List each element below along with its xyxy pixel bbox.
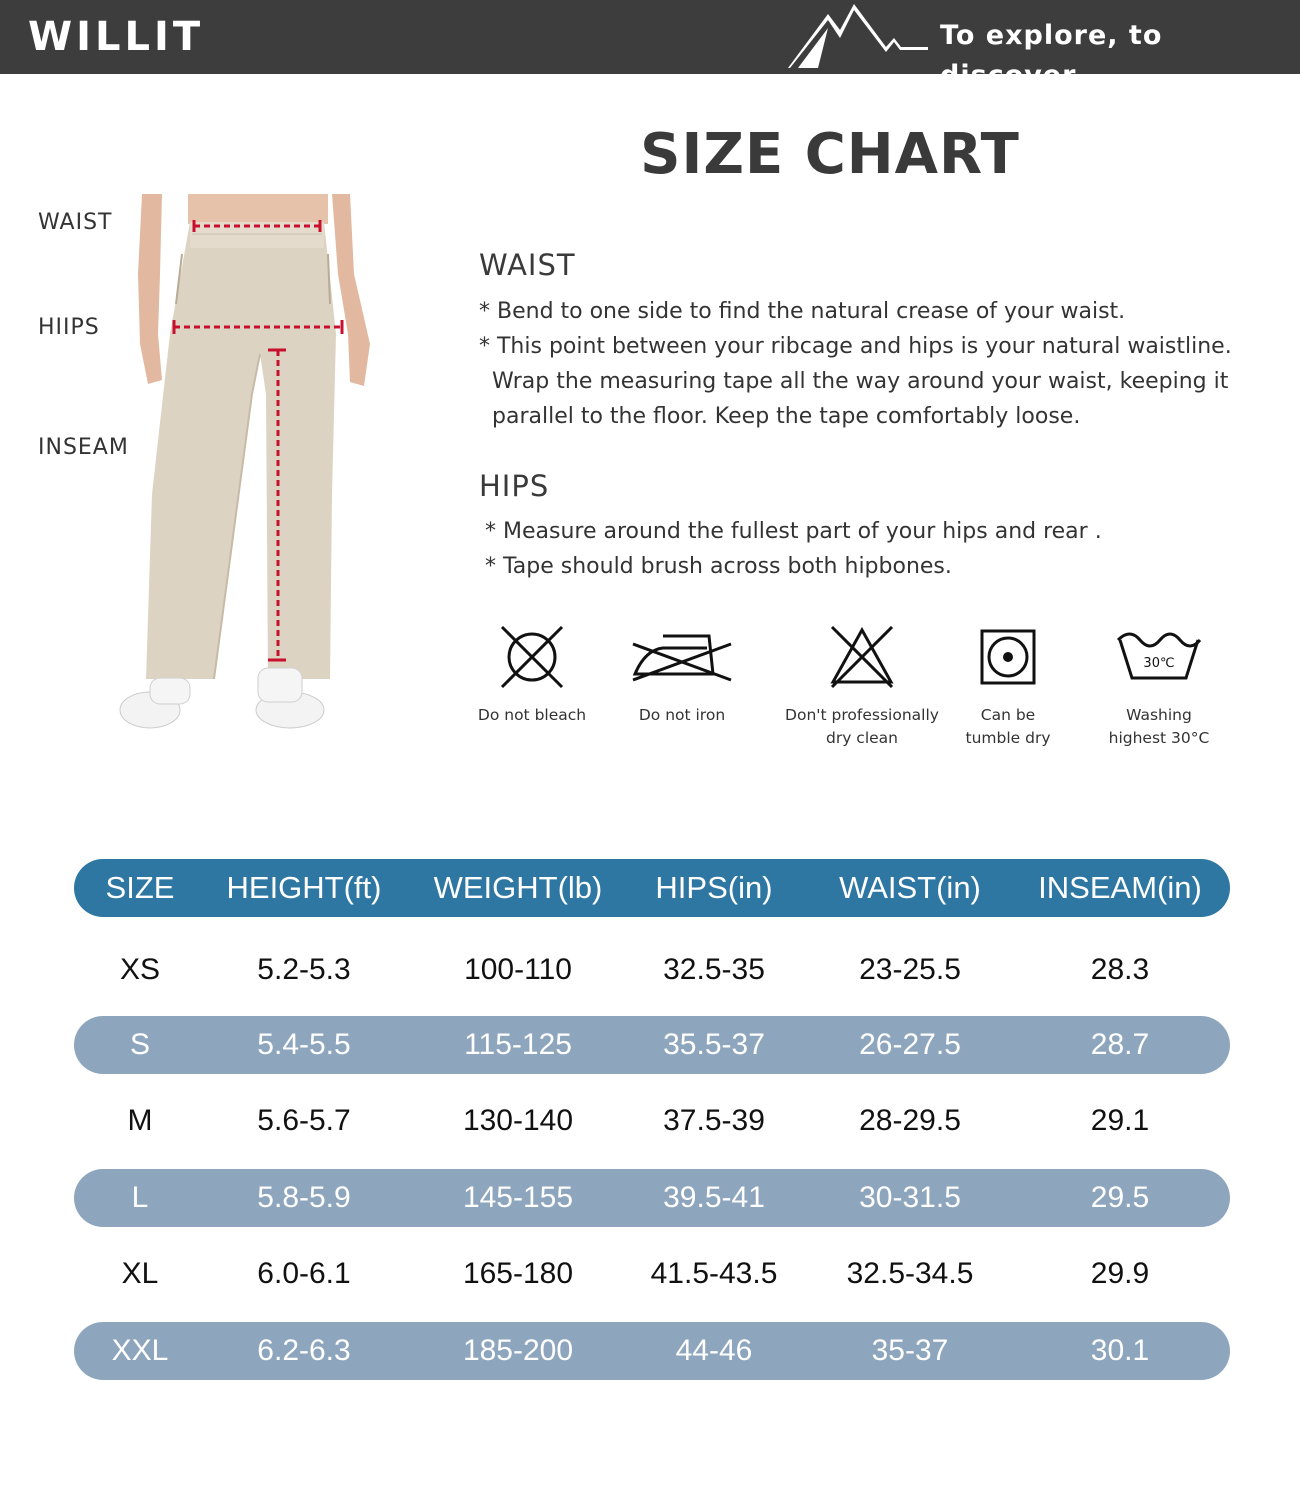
care-label-tumble-dry-1: Can be bbox=[980, 706, 1036, 724]
no-iron-icon bbox=[627, 622, 737, 692]
figure-label-inseam: INSEAM bbox=[38, 435, 129, 460]
table-cell: L bbox=[131, 1181, 149, 1214]
table-cell: 28-29.5 bbox=[859, 1104, 961, 1137]
table-cell: XXL bbox=[111, 1334, 169, 1367]
column-header: WEIGHT(lb) bbox=[433, 870, 603, 905]
table-cell: 39.5-41 bbox=[663, 1181, 765, 1214]
table-cell: 35-37 bbox=[871, 1334, 949, 1367]
table-cell: 29.9 bbox=[1090, 1257, 1150, 1290]
table-cell: S bbox=[129, 1028, 150, 1061]
table-cell: 35.5-37 bbox=[663, 1028, 765, 1061]
table-cell: 145-155 bbox=[462, 1181, 574, 1214]
no-bleach-icon bbox=[497, 622, 567, 692]
care-label-no-iron: Do not iron bbox=[638, 706, 726, 724]
no-dry-clean-icon bbox=[827, 622, 897, 692]
care-no-dry-clean bbox=[782, 622, 942, 750]
table-cell: 30-31.5 bbox=[859, 1181, 961, 1214]
table-cell: 5.6-5.7 bbox=[257, 1104, 351, 1137]
column-header: SIZE bbox=[105, 870, 175, 905]
table-cell: 185-200 bbox=[462, 1334, 574, 1367]
care-label-tumble-dry-2: tumble dry bbox=[965, 729, 1051, 747]
table-cell: 44-46 bbox=[675, 1334, 753, 1367]
table-cell: XS bbox=[119, 953, 161, 986]
header-bar bbox=[0, 0, 1300, 91]
table-cell: 5.4-5.5 bbox=[257, 1028, 351, 1061]
tagline: To explore, to discover bbox=[940, 20, 1163, 91]
table-cell: 30.1 bbox=[1090, 1334, 1150, 1367]
column-header: HIPS(in) bbox=[655, 870, 773, 905]
hips-line-1: * Measure around the fullest part of your hips and rear . bbox=[485, 519, 1102, 544]
column-header: HEIGHT(ft) bbox=[226, 870, 382, 905]
column-header: WAIST(in) bbox=[839, 870, 981, 905]
table-header-row bbox=[74, 859, 1230, 917]
care-label-wash-1: Washing bbox=[1126, 706, 1192, 724]
figure-label-waist: WAIST bbox=[38, 210, 113, 235]
table-cell: M bbox=[127, 1104, 153, 1137]
table-cell: 130-140 bbox=[462, 1104, 574, 1137]
mountain-icon bbox=[788, 4, 933, 70]
care-no-iron bbox=[612, 622, 752, 727]
table-cell: 100-110 bbox=[464, 953, 572, 986]
waist-line-1: * Bend to one side to find the natural crease of your waist. bbox=[479, 299, 1126, 324]
care-no-bleach bbox=[462, 622, 602, 727]
table-cell: 115-125 bbox=[464, 1028, 572, 1061]
wash-30-icon bbox=[1114, 622, 1204, 692]
table-cell: 32.5-34.5 bbox=[846, 1257, 974, 1290]
table-cell: 37.5-39 bbox=[663, 1104, 765, 1137]
hips-line-2: * Tape should brush across both hipbones. bbox=[485, 554, 952, 579]
brand-name: WILLIT bbox=[28, 14, 205, 60]
table-cell: 6.0-6.1 bbox=[257, 1257, 351, 1290]
pants-illustration bbox=[118, 194, 378, 734]
waist-line-3: Wrap the measuring tape all the way around your waist, keeping it bbox=[492, 369, 1229, 394]
figure-label-hips: HIIPS bbox=[38, 315, 100, 340]
table-cell: 23-25.5 bbox=[859, 953, 961, 986]
care-tumble-dry bbox=[950, 622, 1066, 750]
table-cell: 29.5 bbox=[1090, 1181, 1150, 1214]
page-title: SIZE CHART bbox=[640, 122, 1020, 187]
care-label-no-dry-clean-1: Don't professionally bbox=[785, 706, 939, 724]
table-row bbox=[74, 1322, 1230, 1380]
table-cell: 165-180 bbox=[462, 1257, 574, 1290]
care-label-no-bleach: Do not bleach bbox=[477, 706, 587, 724]
table-cell: 32.5-35 bbox=[663, 953, 765, 986]
wash-temp-label: 30℃ bbox=[1143, 656, 1175, 671]
hips-heading: HIPS bbox=[479, 469, 550, 503]
waist-heading: WAIST bbox=[479, 248, 576, 282]
column-header: INSEAM(in) bbox=[1038, 870, 1202, 905]
table-row bbox=[74, 1016, 1230, 1074]
table-cell: 29.1 bbox=[1090, 1104, 1150, 1137]
care-label-wash-2: highest 30°C bbox=[1108, 729, 1210, 747]
care-label-no-dry-clean-2: dry clean bbox=[826, 729, 898, 747]
table-row bbox=[74, 1245, 1230, 1303]
tumble-dry-icon bbox=[973, 622, 1043, 692]
table-row bbox=[74, 941, 1230, 999]
table-cell: 41.5-43.5 bbox=[650, 1257, 778, 1290]
care-wash-30 bbox=[1096, 622, 1222, 750]
table-cell: 5.2-5.3 bbox=[257, 953, 351, 986]
table-cell: 5.8-5.9 bbox=[257, 1181, 351, 1214]
table-row bbox=[74, 1169, 1230, 1227]
table-cell: 28.7 bbox=[1090, 1028, 1150, 1061]
table-cell: 26-27.5 bbox=[859, 1028, 961, 1061]
waist-line-2: * This point between your ribcage and hips is your natural waistline. bbox=[479, 334, 1232, 359]
table-row bbox=[74, 1092, 1230, 1150]
table-cell: 28.3 bbox=[1090, 953, 1150, 986]
waist-line-4: parallel to the floor. Keep the tape comfortably loose. bbox=[492, 404, 1081, 429]
table-cell: 6.2-6.3 bbox=[257, 1334, 351, 1367]
table-cell: XL bbox=[121, 1257, 159, 1290]
